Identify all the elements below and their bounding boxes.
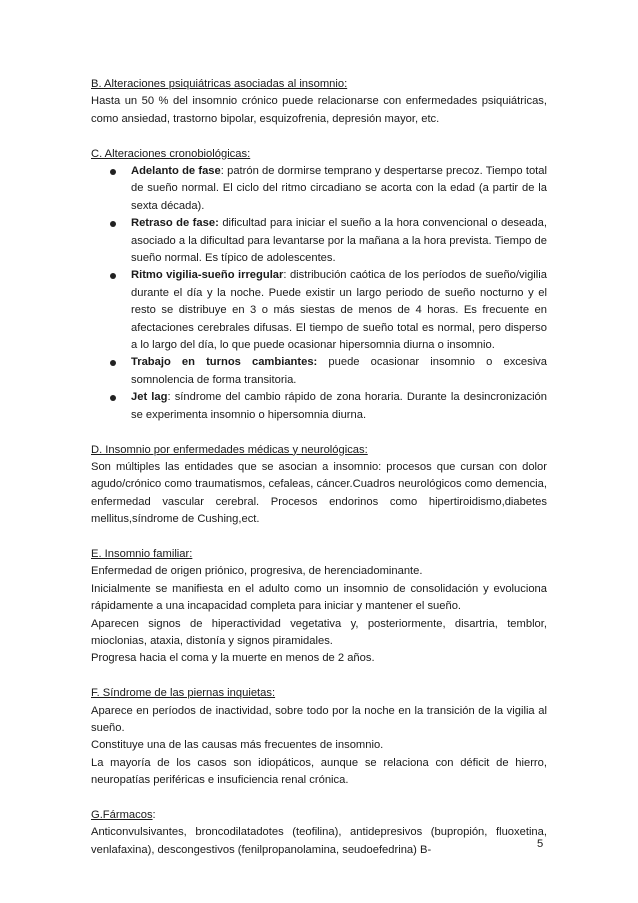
list-item-text: síndrome del cambio rápido de zona horaria. Durante la desincronización se experimenta insomnio o hipersomnia diurna. [131, 391, 547, 421]
section-e-paragraph: Inicialmente se manifiesta en el adulto como un insomnio de consolidación y evoluciona rápidamente a una incapacidad completa para iniciar y mantener el sueño. [91, 582, 547, 613]
list-item-separator: : [167, 391, 175, 404]
list-item [91, 267, 547, 354]
list-item [91, 163, 547, 215]
list-item-separator: : [283, 269, 290, 282]
section-f-heading: F. Síndrome de las piernas inquietas: [91, 687, 276, 700]
list-item-term: Ritmo vigilia-sueño irregular [131, 269, 284, 282]
list-item-text: dificultad para iniciar el sueño a la hora convencional o deseada, asociado a la dificultad para levantarse por la mañana a la hora prevista. Tiempo de sueño normal. Es típico de adolescentes. [131, 217, 548, 265]
list-item-term: Trabajo en turnos cambiantes: [131, 356, 318, 369]
list-item-term: Jet lag [131, 391, 168, 404]
section-c-heading: C. Alteraciones cronobiológicas: [91, 147, 251, 160]
list-item-text: distribución caótica de los períodos de sueño/vigilia durante el día y la noche. Puede existir un largo periodo de sueño nocturno y el resto se distribuye en 3 o más siestas de menos de 4 horas. Es frecuente en afectaciones cerebrales difusas. El tiempo de sueño total es normal, pero disperso a lo largo del día, lo que puede ocasionar hipersomnia diurna o insomnio. [131, 269, 547, 352]
bullet-icon [110, 395, 116, 401]
section-e-paragraph: Aparecen signos de hiperactividad vegetativa y, posteriormente, disartria, temblor, mioclonias, ataxia, distonía y signos piramidales. [91, 617, 547, 647]
section-g-text: Anticonvulsivantes, broncodilatadotes (teofilina), antidepresivos (bupropión, fluoxetina, venlafaxina), descongestivos (fenilpropanolamina, seudoefedrina) B- [91, 826, 547, 856]
list-item [91, 354, 547, 389]
list-item-term: Adelanto de fase [131, 165, 221, 178]
page-number: 5 [537, 838, 544, 850]
list-item [91, 389, 547, 424]
section-g-heading-line [91, 807, 547, 824]
section-e-paragraph: Progresa hacia el coma y la muerte en menos de 2 años. [91, 652, 375, 665]
section-g-heading-suffix: : [152, 808, 156, 821]
section-c-list [91, 163, 547, 424]
section-b-text: Hasta un 50 % del insomnio crónico puede relacionarse con enfermedades psiquiátricas, como ansiedad, trastorno bipolar, esquizofrenia, depresión mayor, etc. [91, 95, 547, 125]
list-item-term: Retraso de fase: [131, 217, 219, 230]
bullet-icon [110, 169, 116, 175]
bullet-icon [110, 360, 116, 366]
section-g [91, 807, 547, 859]
list-item-separator: : [220, 165, 228, 178]
section-e [91, 546, 547, 668]
section-g-heading: G.Fármacos [91, 808, 153, 821]
bullet-icon [110, 221, 116, 227]
section-d-heading: D. Insomnio por enfermedades médicas y neurológicas: [91, 443, 368, 456]
section-f-paragraph: La mayoría de los casos son idiopáticos, aunque se relaciona con déficit de hierro, neuropatías periféricas e insuficiencia renal crónica. [91, 756, 547, 787]
list-item-text: puede ocasionar insomnio o excesiva somnolencia de forma transitoria. [131, 356, 548, 386]
page-content [91, 76, 547, 877]
list-item-text: patrón de dormirse temprano y despertarse precoz. Tiempo total de sueño normal. El ciclo del ritmo circadiano se acorta con la edad (a partir de la sexta década). [131, 165, 547, 212]
section-d-text: Son múltiples las entidades que se asocian a insomnio: procesos que cursan con dolor agudo/crónico como traumatismos, cefaleas, cáncer.Cuadros neurológicos como demencia, enfermedad vascular cerebral. Procesos endorinos como hipertiroidismo,diabetes mellitus,síndrome de Cushing,ect. [91, 460, 547, 526]
section-e-heading: E. Insomnio familiar: [91, 547, 193, 560]
section-e-paragraph: Enfermedad de origen priónico, progresiva, de herenciadominante. [91, 565, 423, 578]
section-d [91, 442, 547, 529]
list-item [91, 215, 547, 267]
section-b [91, 76, 547, 128]
section-f-paragraph: Constituye una de las causas más frecuentes de insomnio. [91, 739, 384, 752]
section-c [91, 146, 547, 425]
bullet-icon [110, 273, 116, 279]
section-f [91, 685, 547, 789]
list-item-separator [317, 356, 328, 368]
section-b-heading: B. Alteraciones psiquiátricas asociadas al insomnio: [91, 78, 348, 90]
section-f-paragraph: Aparece en períodos de inactividad, sobre todo por la noche en la transición de la vigilia al sueño. [91, 704, 547, 734]
